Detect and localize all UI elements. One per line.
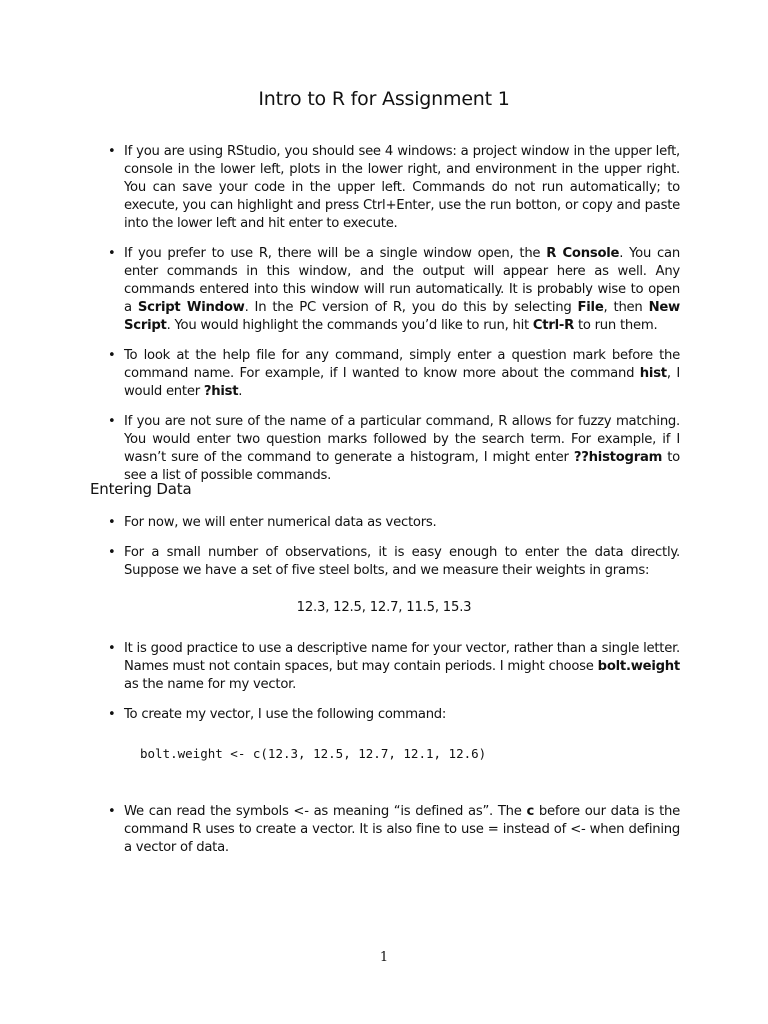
bullet-item (108, 245, 680, 335)
data-values-line: 12.3, 12.5, 12.7, 11.5, 15.3 (296, 600, 472, 615)
bullet-text: We can read the symbols <- as meaning “is defined as”. The (124, 804, 527, 819)
bullet-text: For now, we will enter numerical data as vectors. (124, 515, 437, 530)
data-bullet-list (108, 514, 680, 592)
bold-term: ?hist (203, 384, 239, 399)
document-title: Intro to R for Assignment 1 (258, 88, 510, 110)
bullet-item (108, 706, 680, 724)
section-heading: Entering Data (90, 480, 192, 498)
closing-bullet-list (108, 803, 680, 857)
bullet-text: . You can enter commands in this window, and the output will appear here as well. Any commands entered into this window will run automatically. It is probably wise to open a (124, 246, 680, 315)
bold-term: Ctrl-R (532, 318, 574, 333)
bullet-text: . (238, 384, 243, 399)
bullet-item (108, 803, 680, 857)
bullet-text: . In the PC version of R, you do this by selecting (244, 300, 578, 315)
bullet-text: If you are not sure of the name of a particular command, R allows for fuzzy matching. You would enter two question marks followed by the search term. For example, if I wasn’t sure of the command to generate a histogram, I might enter (124, 414, 680, 465)
bullet-text: as the name for my vector. (124, 677, 297, 692)
page-number: 1 (379, 950, 389, 965)
bold-term: ??histogram (573, 450, 663, 465)
bullet-item (108, 514, 680, 532)
intro-bullet-list (108, 143, 680, 497)
bullet-text: before our data is the command R uses to create a vector. It is also fine to use = instead of <- when defining a vector of data. (124, 804, 680, 855)
bullet-text: To look at the help file for any command, simply enter a question mark before the command name. For example, if I wanted to know more about the command (124, 348, 680, 381)
bold-term: Script Window (137, 300, 245, 315)
bullet-text: For a small number of observations, it is easy enough to enter the data directly. Suppose we have a set of five steel bolts, and we measure their weights in grams: (124, 545, 680, 578)
bullet-text: To create my vector, I use the following command: (124, 707, 447, 722)
code-command: bolt.weight <- c(12.3, 12.5, 12.7, 12.1, 12.6) (140, 746, 487, 761)
bold-term: hist (639, 366, 667, 381)
bold-term: R Console (546, 246, 620, 261)
bullet-text: If you are using RStudio, you should see 4 windows: a project window in the upper left, console in the lower left, plots in the lower right, and environment in the upper right. You can save your code in the upper left. Commands do not run automatically; to execute, you can highlight and press Ctrl+Enter, use the run botton, or copy and paste into the lower left and hit enter to execute. (124, 144, 680, 231)
bullet-text: If you prefer to use R, there will be a single window open, the (124, 246, 547, 261)
bold-term: c (526, 804, 535, 819)
bullet-item (108, 640, 680, 694)
vector-bullet-list (108, 640, 680, 736)
bullet-text: , I would enter (124, 366, 680, 399)
bold-term: bolt.weight (597, 659, 680, 674)
bullet-item (108, 143, 680, 233)
bullet-item (108, 347, 680, 401)
bullet-item (108, 413, 680, 485)
bullet-text: to run them. (574, 318, 658, 333)
bold-term: New Script (124, 300, 680, 333)
bold-term: File (577, 300, 604, 315)
bullet-item (108, 544, 680, 580)
bullet-text: It is good practice to use a descriptive name for your vector, rather than a single letter. Names must not contain spaces, but may contain periods. I might choose (124, 641, 680, 674)
bullet-text: . You would highlight the commands you’d like to run, hit (166, 318, 533, 333)
bullet-text: to see a list of possible commands. (124, 450, 681, 483)
bullet-text: , then (603, 300, 649, 315)
